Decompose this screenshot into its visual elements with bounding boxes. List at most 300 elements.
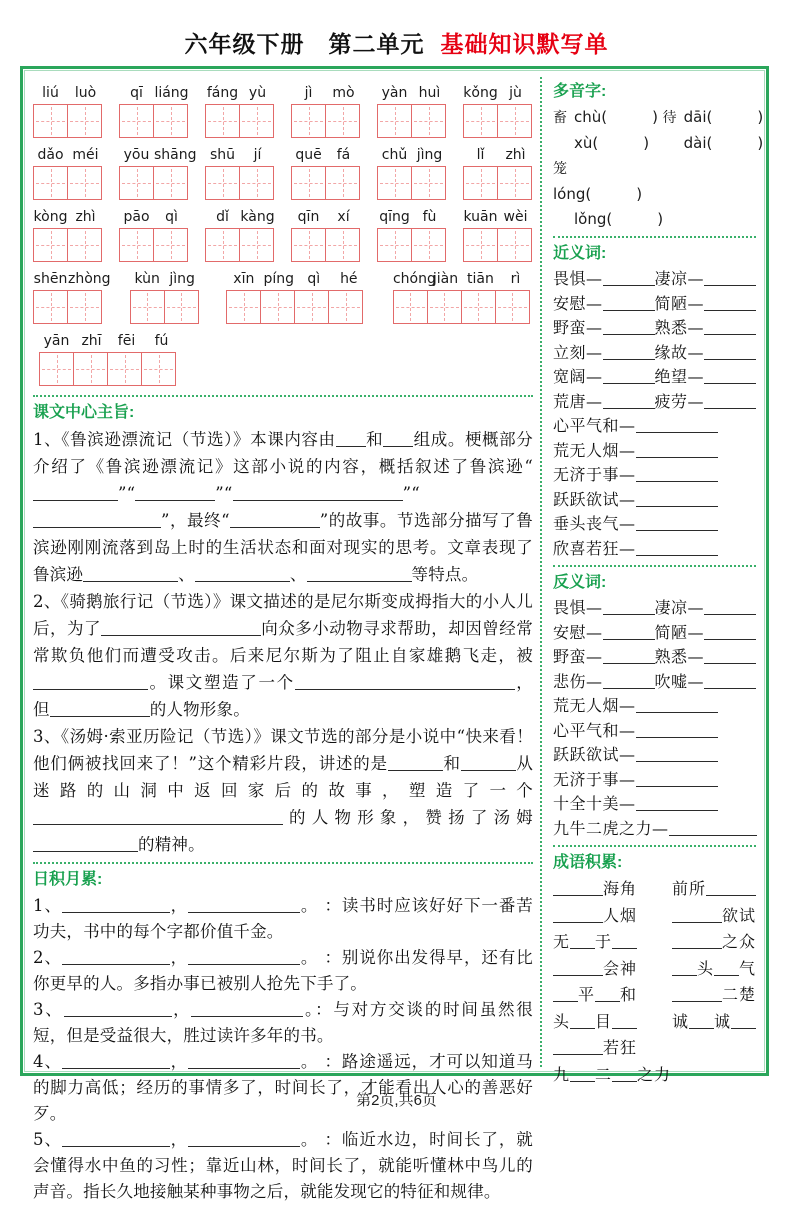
fill-in-blank: [603, 672, 655, 689]
pinyin-word-group: [393, 271, 533, 324]
word-item: 十全十美—: [553, 792, 718, 817]
word-single-row: [553, 743, 756, 768]
section-chengyu: [553, 852, 756, 1088]
writing-cell: [226, 290, 261, 324]
pinyin-syllable: méi: [72, 147, 99, 163]
fill-in-blank: [704, 269, 756, 286]
pinyin-syllables: [377, 85, 447, 104]
word-pair-row: [553, 596, 756, 621]
pinyin-word-group: [463, 147, 533, 200]
text-paragraph: 1、 ， 。 ：读书时应该好好下一番苦功夫，书中的每个字都价值千金。: [33, 896, 534, 941]
fill-in-blank: [636, 490, 718, 507]
pinyin-syllable: jì: [304, 85, 313, 101]
writing-cell: [67, 290, 102, 324]
writing-cell: [239, 166, 274, 200]
writing-cell: [427, 290, 462, 324]
fill-in-blank: [612, 932, 637, 949]
duoyinzi-reading: dāi( ): [683, 108, 764, 126]
fill-in-blank: [603, 623, 655, 640]
duoyinzi-body: [553, 105, 764, 232]
pinyin-syllables: [205, 209, 275, 228]
pinyin-syllable: fáng: [206, 85, 239, 101]
pinyin-syllable: jìng: [416, 147, 443, 163]
duoyinzi-reading: chù( ): [574, 108, 658, 126]
fill-in-blank: [62, 948, 170, 966]
writing-cell: [497, 104, 532, 138]
word-item: 荒无人烟—: [553, 439, 718, 464]
pinyin-syllable: fēi: [117, 333, 136, 349]
idiom-row: [553, 876, 756, 903]
fill-in-blank: [636, 441, 718, 458]
writing-cells: [119, 228, 189, 262]
writing-cell: [291, 166, 326, 200]
writing-cells: [39, 352, 179, 386]
idiom-item: 会神: [553, 956, 637, 983]
writing-cell: [67, 104, 102, 138]
word-item: 简陋—: [655, 621, 757, 646]
pinyin-syllable: shū: [209, 147, 236, 163]
pinyin-syllable: jí: [253, 147, 262, 163]
word-pair-row: [553, 365, 756, 390]
duoyinzi-col1: [553, 105, 663, 232]
pinyin-word-group: [377, 85, 447, 138]
fill-in-blank: [704, 294, 756, 311]
writing-cells: [33, 290, 103, 324]
writing-cell: [325, 166, 360, 200]
column-divider: [540, 77, 542, 1067]
title-subject: 基础知识默写单: [440, 31, 609, 57]
fill-in-blank: [62, 1130, 170, 1148]
pinyin-syllable: shēn: [33, 271, 68, 287]
duoyinzi-line: [553, 156, 663, 207]
writing-cell: [205, 228, 240, 262]
duoyinzi-heading: 多音字:: [553, 83, 607, 100]
pinyin-syllable: kuān: [463, 209, 498, 225]
pinyin-syllables: [291, 209, 361, 228]
word-item: 跃跃欲试—: [553, 488, 718, 513]
idiom-item: 头 目: [553, 1009, 637, 1036]
chengyu-heading: 成语积累:: [553, 854, 623, 871]
pinyin-syllable: mò: [332, 85, 355, 101]
pinyin-word-group: [119, 209, 189, 262]
word-single-row: [553, 439, 756, 464]
pinyin-syllable: liú: [42, 85, 59, 101]
pinyin-word-group: [205, 147, 275, 200]
word-item: 无济于事—: [553, 463, 718, 488]
word-item: 畏惧—: [553, 596, 655, 621]
pinyin-syllable: fú: [154, 333, 169, 349]
pinyin-word-group: [463, 209, 533, 262]
pinyin-word-group: [205, 85, 275, 138]
riji-heading: 日积月累:: [33, 871, 103, 888]
writing-cells: [119, 166, 189, 200]
pinyin-row: [33, 271, 533, 324]
word-item: 垂头丧气—: [553, 512, 718, 537]
word-item: 野蛮—: [553, 316, 655, 341]
pinyin-syllables: [39, 333, 179, 352]
pinyin-syllable: qīn: [297, 209, 320, 225]
pinyin-syllables: [393, 271, 533, 290]
writing-cell: [33, 228, 68, 262]
text-paragraph: 2、 ， 。 ：别说你出发得早，还有比你更早的人。多指办事已被别人抢先下手了。: [33, 948, 534, 993]
writing-cell: [294, 290, 329, 324]
pinyin-syllable: qì: [307, 271, 321, 287]
fill-in-blank: [603, 343, 655, 360]
fill-in-blank: [570, 1065, 595, 1082]
writing-cell: [205, 166, 240, 200]
duoyinzi-reading: lóng( ): [553, 185, 643, 203]
fill-in-blank: [307, 565, 412, 583]
writing-cells: [377, 104, 447, 138]
writing-cell: [153, 228, 188, 262]
pinyin-syllables: [205, 85, 275, 104]
fill-in-blank: [553, 959, 603, 976]
pinyin-word-group: [119, 85, 189, 138]
pinyin-syllables: [130, 271, 200, 290]
idiom-row: [553, 956, 756, 983]
fill-in-blank: [704, 343, 756, 360]
word-pair-row: [553, 670, 756, 695]
fill-in-blank: [672, 959, 697, 976]
jinyici-body: [553, 267, 756, 561]
idiom-item: 无 于: [553, 929, 637, 956]
idiom-item: 欲试: [672, 903, 756, 930]
word-pair-row: [553, 292, 756, 317]
fill-in-blank: [33, 511, 161, 529]
word-single-row: [553, 694, 756, 719]
writing-cell: [497, 228, 532, 262]
fill-in-blank: [233, 484, 403, 502]
pinyin-syllables: [463, 85, 533, 104]
pinyin-syllable: yōu: [123, 147, 150, 163]
pinyin-syllables: [226, 271, 366, 290]
writing-cells: [205, 228, 275, 262]
pinyin-syllable: wèi: [503, 209, 528, 225]
writing-cells: [377, 228, 447, 262]
word-item: 畏惧—: [553, 267, 655, 292]
duoyinzi-reading: dài( ): [683, 134, 764, 152]
word-item: 简陋—: [655, 292, 757, 317]
pinyin-syllable: xīn: [233, 271, 255, 287]
fill-in-blank: [636, 770, 718, 787]
fill-in-blank: [62, 896, 170, 914]
pinyin-syllable: píng: [263, 271, 295, 287]
riji-body: [33, 893, 533, 1205]
writing-cell: [377, 228, 412, 262]
zhuzhi-heading: 课文中心主旨:: [33, 404, 135, 421]
pinyin-word-group: [33, 271, 111, 324]
writing-cells: [291, 228, 361, 262]
writing-cell: [463, 104, 498, 138]
pinyin-word-group: [205, 209, 275, 262]
writing-cell: [33, 166, 68, 200]
pinyin-syllables: [119, 209, 189, 228]
duoyinzi-line: [553, 131, 663, 156]
fill-in-blank: [50, 700, 150, 718]
pinyin-syllable: shāng: [154, 147, 197, 163]
pinyin-syllables: [377, 209, 447, 228]
fill-in-blank: [672, 985, 722, 1002]
word-item: 欣喜若狂—: [553, 537, 718, 562]
word-item: 野蛮—: [553, 645, 655, 670]
duoyinzi-line: [663, 105, 764, 131]
fanyici-body: [553, 596, 756, 841]
fill-in-blank: [383, 430, 413, 448]
pinyin-word-group: [377, 147, 447, 200]
word-item: 安慰—: [553, 621, 655, 646]
writing-cell: [463, 166, 498, 200]
idiom-item: 前所: [672, 876, 756, 903]
writing-cell: [260, 290, 295, 324]
pinyin-syllable: jiàn: [432, 271, 459, 287]
writing-cell: [495, 290, 530, 324]
pinyin-syllable: quē: [295, 147, 322, 163]
writing-cells: [377, 166, 447, 200]
writing-cell: [130, 290, 165, 324]
writing-cells: [463, 166, 533, 200]
idiom-row: [553, 1035, 756, 1062]
word-pair-row: [553, 645, 756, 670]
writing-cell: [119, 228, 154, 262]
section-divider: [553, 565, 756, 567]
word-item: 心平气和—: [553, 719, 718, 744]
pinyin-word-group: [39, 333, 179, 386]
pinyin-syllables: [291, 85, 361, 104]
pinyin-syllable: yù: [248, 85, 267, 101]
pinyin-syllable: tiān: [467, 271, 494, 287]
pinyin-syllable: kǒng: [463, 85, 498, 101]
pinyin-word-group: [33, 209, 103, 262]
idiom-row: [553, 1062, 756, 1089]
idiom-item: 诚 诚: [672, 1009, 756, 1036]
writing-cells: [226, 290, 366, 324]
word-item: 熟悉—: [655, 645, 757, 670]
pinyin-syllable: fù: [422, 209, 437, 225]
writing-cells: [291, 104, 361, 138]
writing-cell: [67, 228, 102, 262]
pinyin-row: [33, 85, 533, 138]
fill-in-blank: [603, 367, 655, 384]
fill-in-blank: [188, 948, 300, 966]
pinyin-row: [33, 147, 533, 200]
fill-in-blank: [636, 745, 718, 762]
word-item: 无济于事—: [553, 768, 718, 793]
pinyin-syllable: qīng: [379, 209, 410, 225]
fill-in-blank: [603, 269, 655, 286]
section-jinyici: [553, 243, 756, 561]
pinyin-word-group: [130, 271, 200, 324]
word-single-row: [553, 817, 756, 842]
word-single-row: [553, 768, 756, 793]
pinyin-syllable: qī: [130, 85, 143, 101]
pinyin-syllable: jìng: [169, 271, 195, 287]
pinyin-syllable: fá: [336, 147, 351, 163]
fill-in-blank: [704, 392, 756, 409]
word-pair-row: [553, 390, 756, 415]
duoyinzi-character: 待: [662, 110, 677, 126]
fill-in-blank: [553, 906, 603, 923]
fill-in-blank: [704, 647, 756, 664]
writing-cell: [325, 104, 360, 138]
duoyinzi-entry: [553, 156, 663, 232]
text-paragraph: 3、 ， 。：与对方交谈的时间虽然很短，但是受益很大，胜过读许多年的书。: [33, 1000, 533, 1045]
writing-cell: [107, 352, 142, 386]
idiom-row: [553, 929, 756, 956]
fill-in-blank: [570, 932, 595, 949]
pinyin-syllables: [33, 85, 103, 104]
idiom-item: 之众: [672, 929, 756, 956]
pinyin-syllables: [463, 147, 533, 166]
idiom-row: [553, 1009, 756, 1036]
duoyinzi-entry: [663, 105, 764, 156]
fill-in-blank: [636, 465, 718, 482]
section-fanyici: [553, 572, 756, 841]
word-single-row: [553, 463, 756, 488]
pinyin-row: [33, 209, 533, 262]
pinyin-row: [33, 333, 533, 386]
word-item: 宽阔—: [553, 365, 655, 390]
fill-in-blank: [230, 511, 320, 529]
fill-in-blank: [689, 1012, 714, 1029]
section-divider: [33, 395, 533, 397]
word-item: 缘故—: [655, 341, 757, 366]
fill-in-blank: [612, 1012, 637, 1029]
pinyin-syllable: zhòng: [68, 271, 111, 287]
pinyin-syllable: xí: [337, 209, 350, 225]
pinyin-syllables: [33, 147, 103, 166]
fill-in-blank: [603, 647, 655, 664]
fill-in-blank: [295, 673, 515, 691]
idiom-item: 头 气: [672, 956, 756, 983]
page-number: 第2页,共6页: [356, 1092, 437, 1109]
fill-in-blank: [706, 879, 756, 896]
pinyin-syllable: qì: [165, 209, 178, 225]
jinyici-heading: 近义词:: [553, 245, 607, 262]
pinyin-syllable: dǎo: [37, 147, 64, 163]
writing-cells: [205, 166, 275, 200]
pinyin-word-group: [291, 209, 361, 262]
pinyin-syllable: dǐ: [216, 209, 229, 225]
idiom-item: 二楚: [672, 982, 756, 1009]
fill-in-blank: [461, 754, 516, 772]
writing-cells: [463, 228, 533, 262]
pinyin-word-group: [463, 85, 533, 138]
idiom-item: 若狂: [553, 1035, 637, 1062]
pinyin-syllables: [463, 209, 533, 228]
pinyin-syllable: yān: [43, 333, 70, 349]
word-single-row: [553, 719, 756, 744]
fill-in-blank: [62, 1052, 170, 1070]
text-paragraph: 5、 ， 。 ：临近水边，时间长了，就会懂得水中鱼的习性；靠近山林，时间长了，就能听懂林中鸟儿的声音。指长久地接触某种事物之后，就能发现它的特征和规律。: [33, 1130, 534, 1201]
word-item: 荒无人烟—: [553, 694, 718, 719]
fill-in-blank: [636, 721, 718, 738]
fill-in-blank: [570, 1012, 595, 1029]
section-divider: [553, 236, 756, 238]
pinyin-syllable: zhì: [75, 209, 96, 225]
fill-in-blank: [388, 754, 443, 772]
writing-cell: [239, 228, 274, 262]
writing-cell: [33, 104, 68, 138]
page-title: [0, 26, 793, 59]
fill-in-blank: [603, 392, 655, 409]
fill-in-blank: [33, 673, 148, 691]
duoyinzi-character: 畜: [553, 110, 567, 126]
writing-cell: [393, 290, 428, 324]
fill-in-blank: [612, 1065, 637, 1082]
word-single-row: [553, 488, 756, 513]
writing-cell: [463, 228, 498, 262]
pinyin-syllable: kàng: [240, 209, 275, 225]
writing-cell: [67, 166, 102, 200]
text-paragraph: 4、 ， 。 ：路途遥远，才可以知道马的脚力高低；经历的事情多了，时间长了，才能看出人心的善恶好歹。: [33, 1052, 534, 1123]
pinyin-syllable: yàn: [381, 85, 408, 101]
word-single-row: [553, 537, 756, 562]
fill-in-blank: [603, 318, 655, 335]
pinyin-syllable: hé: [340, 271, 358, 287]
pinyin-syllable: zhī: [81, 333, 102, 349]
fill-in-blank: [672, 932, 722, 949]
word-item: 凄凉—: [655, 267, 757, 292]
pinyin-syllables: [377, 147, 447, 166]
idiom-item: 平 和: [553, 982, 637, 1009]
writing-cell: [377, 104, 412, 138]
word-single-row: [553, 512, 756, 537]
fill-in-blank: [636, 794, 718, 811]
writing-cell: [153, 166, 188, 200]
chengyu-body: [553, 876, 756, 1088]
writing-cell: [141, 352, 176, 386]
fill-in-blank: [135, 484, 215, 502]
duoyinzi-line: [553, 207, 663, 232]
fill-in-blank: [195, 565, 290, 583]
word-item: 绝望—: [655, 365, 757, 390]
writing-cell: [461, 290, 496, 324]
fill-in-blank: [714, 959, 739, 976]
word-item: 吹嘘—: [655, 670, 757, 695]
pinyin-syllables: [119, 147, 197, 166]
fill-in-blank: [704, 598, 756, 615]
writing-cell: [497, 166, 532, 200]
pinyin-syllable: luò: [74, 85, 97, 101]
fill-in-blank: [636, 696, 718, 713]
fill-in-blank: [101, 619, 261, 637]
fill-in-blank: [595, 985, 620, 1002]
pinyin-word-group: [33, 85, 103, 138]
writing-cells: [205, 104, 275, 138]
writing-cell: [411, 104, 446, 138]
word-item: 凄凉—: [655, 596, 757, 621]
fill-in-blank: [64, 1000, 172, 1018]
zhuzhi-body: [33, 426, 533, 858]
writing-cell: [205, 104, 240, 138]
idiom-row: [553, 982, 756, 1009]
writing-cell: [39, 352, 74, 386]
fill-in-blank: [188, 1130, 300, 1148]
pinyin-syllable: chóng: [392, 271, 436, 287]
word-pair-row: [553, 267, 756, 292]
pinyin-syllables: [33, 209, 103, 228]
word-pair-row: [553, 316, 756, 341]
pinyin-syllable: jù: [509, 85, 522, 101]
fill-in-blank: [636, 514, 718, 531]
pinyin-syllables: [119, 85, 189, 104]
writing-cells: [393, 290, 533, 324]
word-pair-row: [553, 621, 756, 646]
writing-cells: [130, 290, 200, 324]
pinyin-syllable: zhì: [505, 147, 526, 163]
writing-cells: [33, 228, 103, 262]
pinyin-word-group: [291, 85, 361, 138]
